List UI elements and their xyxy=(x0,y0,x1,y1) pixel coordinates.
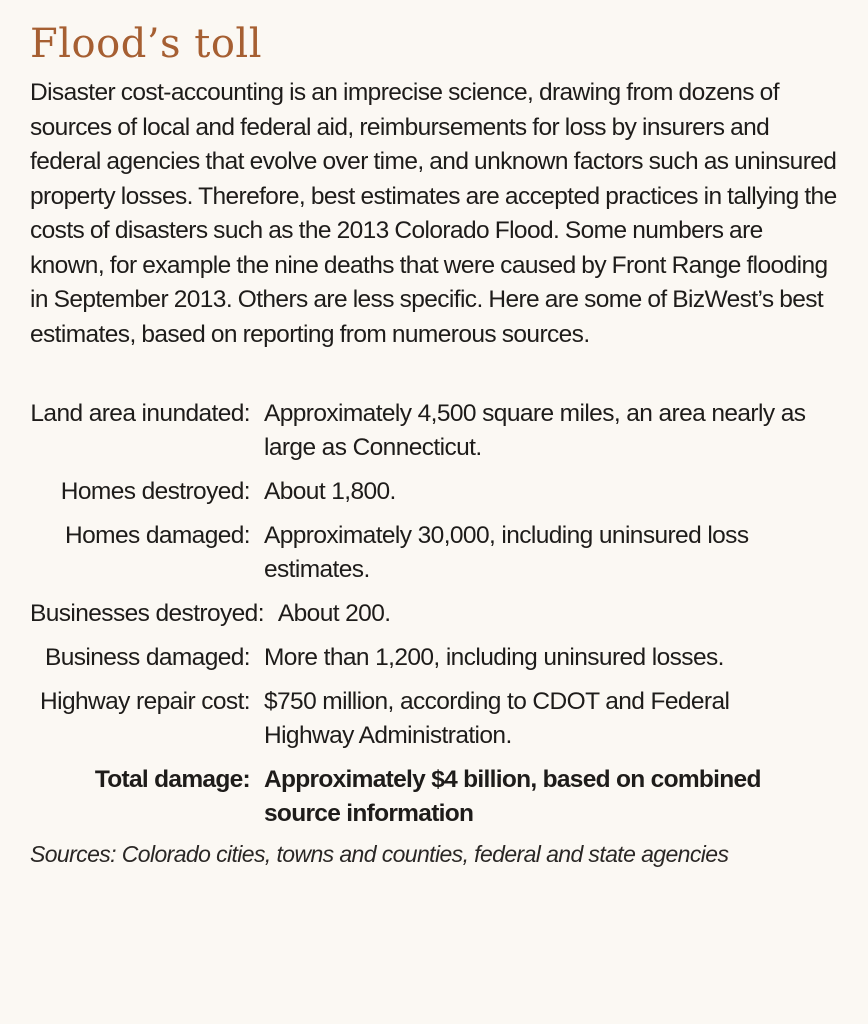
stat-row-total-damage xyxy=(30,763,838,831)
stat-label: Homes destroyed: xyxy=(60,478,250,505)
intro-paragraph: Disaster cost-accounting is an imprecise science, drawing from dozens of sources of local and federal aid, reimbursements for loss by insurers and federal agencies that evolve over time, and unknown factors such as uninsured property losses. Therefore, best estimates are accepted practices in tallying the costs of disasters such as the 2013 Colorado Flood. Some numbers are known, for example the nine deaths that were caused by Front Range flooding in September 2013. Others are less specific. Here are some of BizWest’s best estimates, based on reporting from numerous sources. xyxy=(30,79,837,348)
stat-value: Approximately 4,500 square miles, an area nearly as large as Connecticut. xyxy=(264,400,806,461)
stat-row-businesses-destroyed xyxy=(30,597,838,631)
stat-value: About 1,800. xyxy=(264,478,396,505)
stat-row-highway-repair xyxy=(30,685,838,753)
stat-row-business-damaged xyxy=(30,641,838,675)
stat-label: Businesses destroyed: xyxy=(30,600,264,627)
stat-value: More than 1,200, including uninsured losses. xyxy=(264,644,724,671)
stat-value: Approximately 30,000, including uninsured loss estimates. xyxy=(264,522,749,583)
sources-note: Sources: Colorado cities, towns and counties, federal and state agencies xyxy=(30,841,729,867)
stat-label: Business damaged: xyxy=(45,644,250,671)
stat-row-homes-damaged xyxy=(30,519,838,587)
stat-value: About 200. xyxy=(277,600,391,627)
stat-label: Highway repair cost: xyxy=(40,688,250,715)
stat-label: Land area inundated: xyxy=(30,400,250,427)
page-title: Flood’s toll xyxy=(30,21,263,67)
stat-row-homes-destroyed xyxy=(30,475,838,509)
stat-row-land-area xyxy=(30,397,838,465)
stats-table xyxy=(30,397,838,831)
stat-label: Homes damaged: xyxy=(65,522,250,549)
stat-value: Approximately $4 billion, based on combined source information xyxy=(264,766,761,827)
stat-value: $750 million, according to CDOT and Federal Highway Administration. xyxy=(264,688,730,749)
stat-label: Total damage: xyxy=(94,766,250,793)
